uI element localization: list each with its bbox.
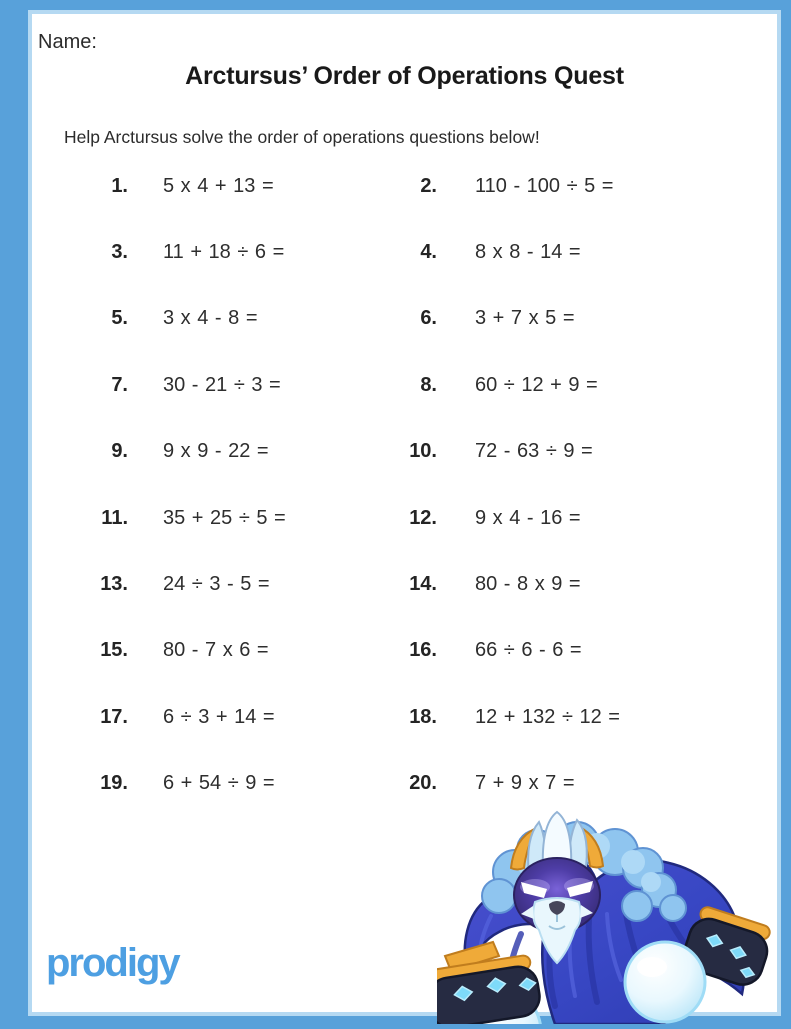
- question-number: 2.: [420, 174, 437, 197]
- question-expression: 80 - 8 x 9 =: [475, 573, 581, 596]
- question-expression: 3 + 7 x 5 =: [475, 307, 575, 330]
- prodigy-logo: prodigy: [46, 941, 179, 985]
- question-expression: 11 + 18 ÷ 6 =: [163, 241, 285, 264]
- question-expression: 3 x 4 - 8 =: [163, 307, 258, 330]
- question-number: 15.: [100, 639, 128, 662]
- question-expression: 9 x 9 - 22 =: [163, 440, 269, 463]
- question-expression: 9 x 4 - 16 =: [475, 506, 581, 529]
- question-number: 17.: [100, 705, 128, 728]
- arctursus-character-icon: [437, 806, 777, 1024]
- question-number: 10.: [409, 440, 437, 463]
- question-number: 5.: [111, 307, 128, 330]
- questions-grid: [64, 153, 714, 817]
- question-expression: 8 x 8 - 14 =: [475, 241, 581, 264]
- question-expression: 66 ÷ 6 - 6 =: [475, 639, 582, 662]
- question-number: 8.: [420, 373, 437, 396]
- question-number: 3.: [111, 241, 128, 264]
- question-expression: 5 x 4 + 13 =: [163, 174, 274, 197]
- arctursus-character-illustration: [437, 806, 777, 1024]
- question-number: 20.: [409, 772, 437, 795]
- question-number: 6.: [420, 307, 437, 330]
- question-expression: 80 - 7 x 6 =: [163, 639, 269, 662]
- question-number: 7.: [111, 373, 128, 396]
- question-expression: 30 - 21 ÷ 3 =: [163, 373, 281, 396]
- question-number: 1.: [111, 174, 128, 197]
- question-expression: 60 ÷ 12 + 9 =: [475, 373, 598, 396]
- question-number: 18.: [409, 705, 437, 728]
- question-expression: 72 - 63 ÷ 9 =: [475, 440, 593, 463]
- instruction-text: Help Arctursus solve the order of operations questions below!: [64, 127, 540, 147]
- question-number: 11.: [101, 506, 128, 529]
- question-expression: 35 + 25 ÷ 5 =: [163, 506, 286, 529]
- name-label: Name:: [38, 31, 97, 53]
- question-number: 4.: [420, 241, 437, 264]
- question-number: 12.: [409, 506, 437, 529]
- question-number: 19.: [100, 772, 128, 795]
- question-expression: 7 + 9 x 7 =: [475, 772, 575, 795]
- question-expression: 6 ÷ 3 + 14 =: [163, 705, 275, 728]
- question-number: 16.: [409, 639, 437, 662]
- question-expression: 110 - 100 ÷ 5 =: [475, 174, 614, 197]
- question-expression: 6 + 54 ÷ 9 =: [163, 772, 275, 795]
- question-expression: 24 ÷ 3 - 5 =: [163, 573, 270, 596]
- question-number: 14.: [409, 573, 437, 596]
- question-expression: 12 + 132 ÷ 12 =: [475, 705, 620, 728]
- question-number: 13.: [100, 573, 128, 596]
- page-title: Arctursus’ Order of Operations Quest: [185, 62, 624, 90]
- question-number: 9.: [111, 440, 128, 463]
